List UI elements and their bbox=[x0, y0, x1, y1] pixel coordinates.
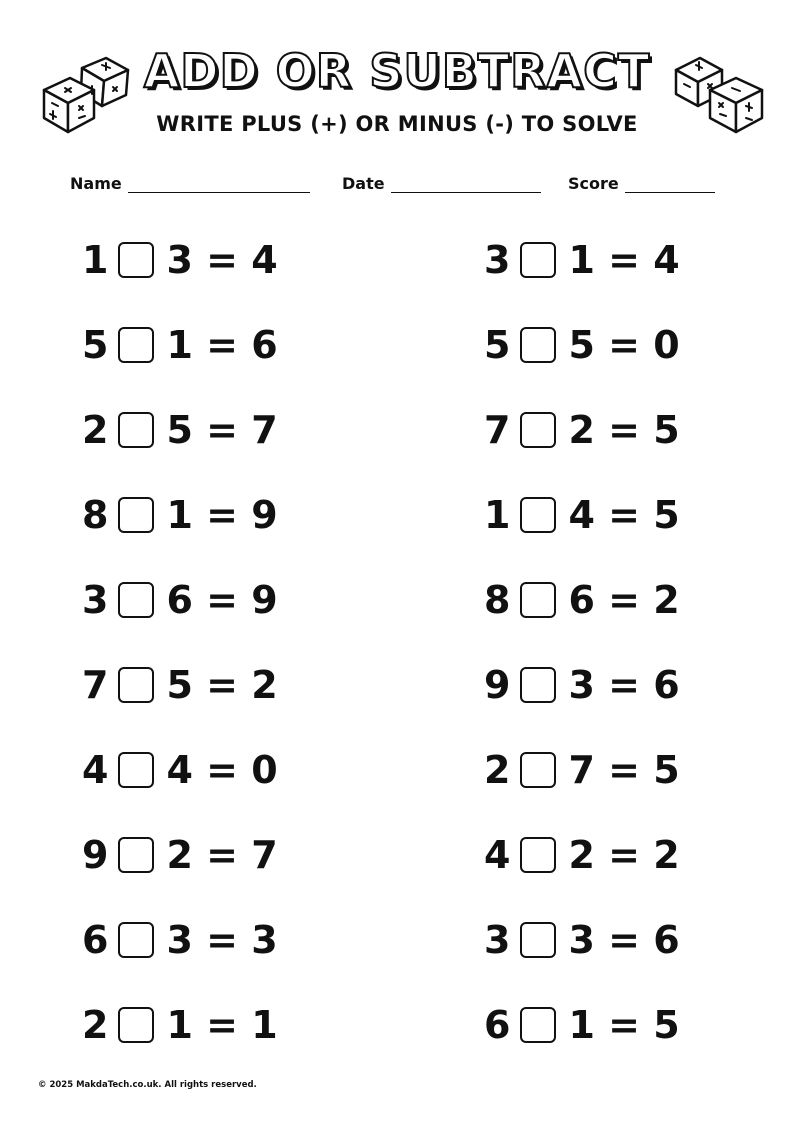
first-number: 7 bbox=[82, 663, 109, 707]
operator-answer-box[interactable] bbox=[118, 1007, 154, 1043]
equation-rest: 1 = 9 bbox=[166, 493, 278, 537]
problem-row bbox=[484, 915, 680, 965]
equation-rest: 5 = 0 bbox=[568, 323, 680, 367]
equation-rest: 6 = 9 bbox=[166, 578, 278, 622]
operator-answer-box[interactable] bbox=[118, 667, 154, 703]
operator-answer-box[interactable] bbox=[118, 497, 154, 533]
first-number: 5 bbox=[82, 323, 109, 367]
operator-answer-box[interactable] bbox=[520, 327, 556, 363]
problem-row bbox=[484, 235, 680, 285]
first-number: 6 bbox=[484, 1003, 511, 1047]
operator-answer-box[interactable] bbox=[118, 242, 154, 278]
first-number: 1 bbox=[484, 493, 511, 537]
first-number: 3 bbox=[484, 238, 511, 282]
equation-rest: 3 = 3 bbox=[166, 918, 278, 962]
problem-row bbox=[484, 830, 680, 880]
copyright-footer: © 2025 MakdaTech.co.uk. All rights reserved. bbox=[38, 1080, 257, 1090]
equation-rest: 2 = 7 bbox=[166, 833, 278, 877]
first-number: 8 bbox=[484, 578, 511, 622]
equation-rest: 1 = 1 bbox=[166, 1003, 278, 1047]
first-number: 6 bbox=[82, 918, 109, 962]
equation-rest: 4 = 0 bbox=[166, 748, 278, 792]
equation-rest: 1 = 5 bbox=[568, 1003, 680, 1047]
equation-rest: 5 = 7 bbox=[166, 408, 278, 452]
first-number: 8 bbox=[82, 493, 109, 537]
problem-row bbox=[82, 745, 278, 795]
equation-rest: 1 = 4 bbox=[568, 238, 680, 282]
equation-rest: 3 = 6 bbox=[568, 663, 680, 707]
first-number: 9 bbox=[484, 663, 511, 707]
problem-row bbox=[484, 575, 680, 625]
problem-row bbox=[484, 660, 680, 710]
operator-answer-box[interactable] bbox=[118, 922, 154, 958]
operator-answer-box[interactable] bbox=[520, 667, 556, 703]
equation-rest: 6 = 2 bbox=[568, 578, 680, 622]
equation-rest: 3 = 4 bbox=[166, 238, 278, 282]
problem-row bbox=[82, 405, 278, 455]
first-number: 2 bbox=[484, 748, 511, 792]
problem-row bbox=[484, 490, 680, 540]
operator-answer-box[interactable] bbox=[520, 497, 556, 533]
equation-rest: 2 = 2 bbox=[568, 833, 680, 877]
operator-answer-box[interactable] bbox=[118, 837, 154, 873]
first-number: 4 bbox=[82, 748, 109, 792]
score-label: Score bbox=[568, 174, 619, 193]
operator-answer-box[interactable] bbox=[118, 752, 154, 788]
operator-answer-box[interactable] bbox=[520, 242, 556, 278]
problem-row bbox=[82, 235, 278, 285]
operator-answer-box[interactable] bbox=[520, 582, 556, 618]
problem-row bbox=[82, 660, 278, 710]
worksheet-title: ADD OR SUBTRACT bbox=[143, 44, 651, 98]
equation-rest: 4 = 5 bbox=[568, 493, 680, 537]
problem-row bbox=[484, 405, 680, 455]
first-number: 1 bbox=[82, 238, 109, 282]
date-label: Date bbox=[342, 174, 385, 193]
equation-rest: 5 = 2 bbox=[166, 663, 278, 707]
first-number: 2 bbox=[82, 408, 109, 452]
first-number: 7 bbox=[484, 408, 511, 452]
first-number: 5 bbox=[484, 323, 511, 367]
equation-rest: 2 = 5 bbox=[568, 408, 680, 452]
worksheet-subtitle: WRITE PLUS (+) OR MINUS (-) TO SOLVE bbox=[156, 112, 638, 136]
problem-row bbox=[82, 1000, 278, 1050]
operator-answer-box[interactable] bbox=[118, 582, 154, 618]
problem-row bbox=[484, 1000, 680, 1050]
operator-answer-box[interactable] bbox=[520, 922, 556, 958]
first-number: 3 bbox=[82, 578, 109, 622]
operator-answer-box[interactable] bbox=[118, 412, 154, 448]
problem-row bbox=[82, 915, 278, 965]
problem-row bbox=[484, 745, 680, 795]
operator-answer-box[interactable] bbox=[118, 327, 154, 363]
problem-row bbox=[82, 490, 278, 540]
name-label: Name bbox=[70, 174, 122, 193]
problem-row bbox=[484, 320, 680, 370]
first-number: 4 bbox=[484, 833, 511, 877]
operator-answer-box[interactable] bbox=[520, 837, 556, 873]
equation-rest: 3 = 6 bbox=[568, 918, 680, 962]
equation-rest: 7 = 5 bbox=[568, 748, 680, 792]
operator-answer-box[interactable] bbox=[520, 752, 556, 788]
operator-answer-box[interactable] bbox=[520, 1007, 556, 1043]
operator-answer-box[interactable] bbox=[520, 412, 556, 448]
problem-row bbox=[82, 575, 278, 625]
problem-row bbox=[82, 830, 278, 880]
equation-rest: 1 = 6 bbox=[166, 323, 278, 367]
first-number: 3 bbox=[484, 918, 511, 962]
first-number: 2 bbox=[82, 1003, 109, 1047]
problem-row bbox=[82, 320, 278, 370]
first-number: 9 bbox=[82, 833, 109, 877]
